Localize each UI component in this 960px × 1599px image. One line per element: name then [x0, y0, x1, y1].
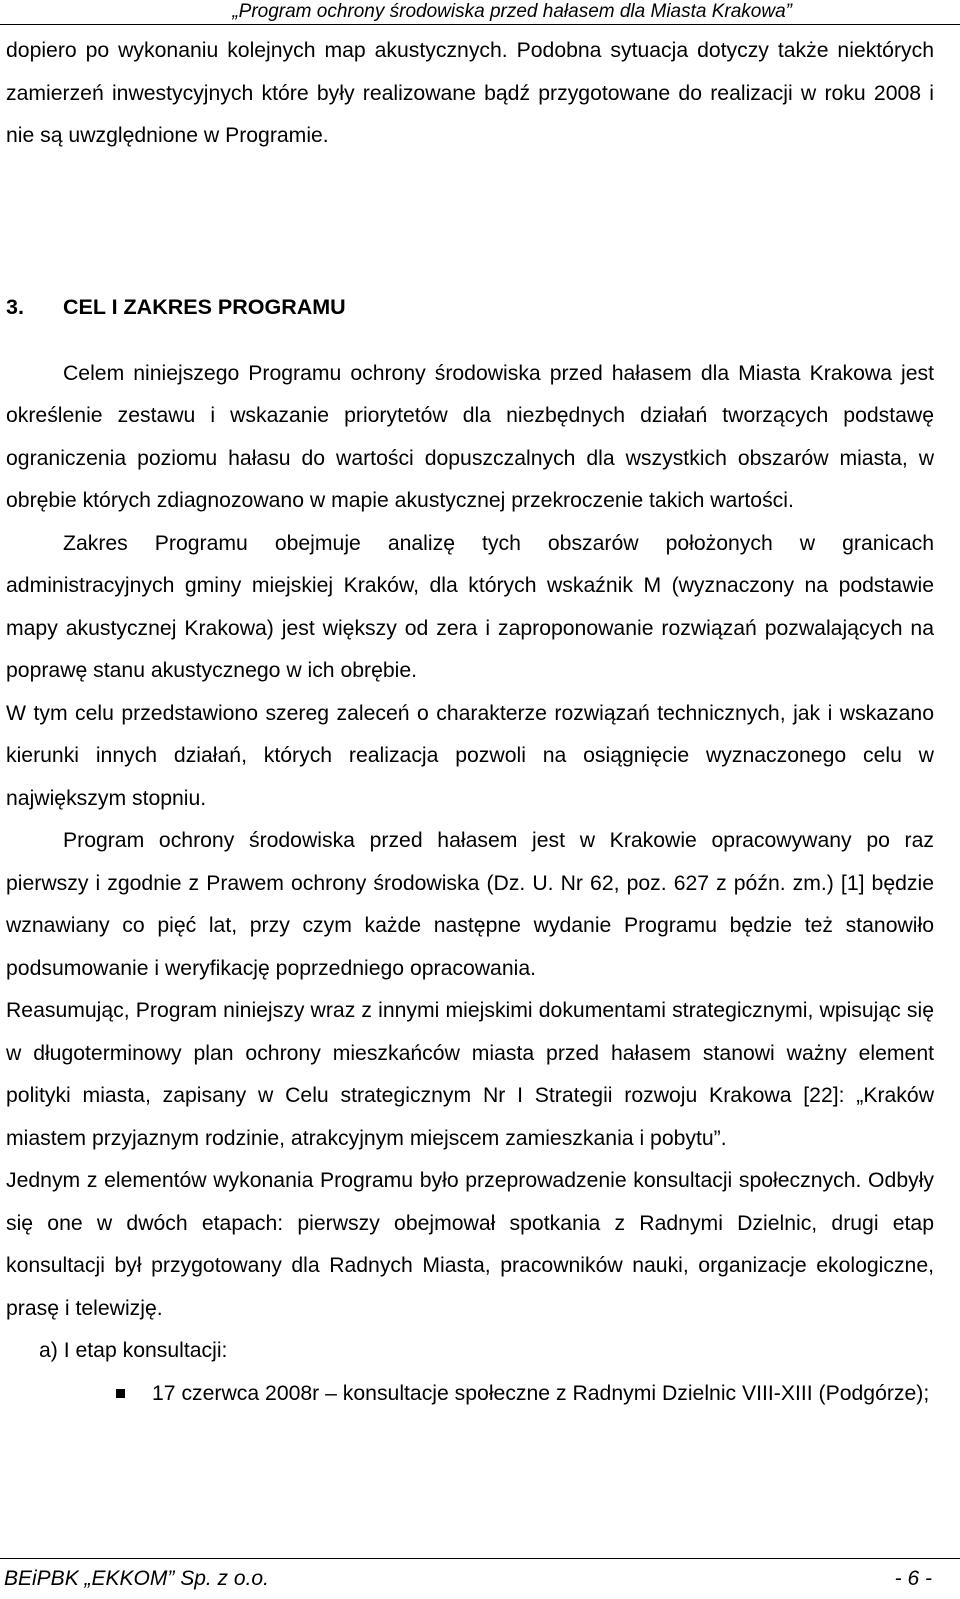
list-item-a: a) I etap konsultacji:: [39, 1339, 228, 1362]
paragraph-recommendations: W tym celu przedstawiono szereg zaleceń o charakterze rozwiązań technicznych, jak i wskazano kierunki innych działań, których realizacja pozwoli na osiągnięcie wyznaczonego celu w największym stopniu.: [6, 701, 934, 810]
page-header: [0, 0, 960, 25]
bullet-item-text: 17 czerwca 2008r – konsultacje społeczne z Radnymi Dzielnic VIII-XIII (Podgórze);: [152, 1381, 930, 1405]
section-number: 3.: [6, 294, 24, 319]
paragraph-scope: Zakres Programu obejmuje analizę tych obszarów położonych w granicach administracyjnych gminy miejskiej Kraków, dla których wskaźnik M (wyznaczony na podstawie mapy akustycznej Krakowa) jest większy od zera i zaproponowanie rozwiązań pozwalających na poprawę stanu akustycznego w ich obrębie.: [6, 531, 934, 682]
paragraph-consultations: Jednym z elementów wykonania Programu było przeprowadzenie konsultacji społecznych. Odbyły się one w dwóch etapach: pierwszy obejmował spotkania z Radnymi Dzielnic, drugi etap konsultacji był przygotowany dla Radnych Miasta, pracowników nauki, organizacje ekologiczne, prasę i telewizję.: [6, 1169, 934, 1320]
page-footer: [0, 1558, 960, 1599]
section-heading: [6, 287, 934, 327]
square-bullet-icon: [116, 1389, 125, 1398]
footer-company: BEiPBK „EKKOM” Sp. z o.o.: [4, 1567, 269, 1590]
document-body: [6, 30, 934, 1415]
paragraph-summary: Reasumując, Program niniejszy wraz z innymi miejskimi dokumentami strategicznymi, wpisując się w długoterminowy plan ochrony mieszkańców miasta przed hałasem stanowi ważny element polityki miasta, zapisany w Celu strategicznym Nr I Strategii rozwoju Krakowa [22]: „Kraków miastem przyjaznym rodzinie, atrakcyjnym miejscem zamieszkania i pobytu”.: [6, 999, 934, 1150]
section-title: CEL I ZAKRES PROGRAMU: [63, 294, 346, 319]
footer-page-number: - 6 -: [894, 1567, 932, 1590]
bullet-list-item: [6, 1373, 934, 1416]
intro-paragraph: dopiero po wykonaniu kolejnych map akustycznych. Podobna sytuacja dotyczy także niektórych zamierzeń inwestycyjnych które były realizowane bądź przygotowane do realizacji w roku 2008 i nie są uwzględnione w Programie.: [6, 39, 934, 147]
header-title: „Program ochrony środowiska przed hałasem dla Miasta Krakowa”: [232, 1, 792, 22]
paragraph-goal: Celem niniejszego Programu ochrony środowiska przed hałasem dla Miasta Krakowa jest określenie zestawu i wskazanie priorytetów dla niezbędnych działań tworzących podstawę ograniczenia poziomu hałasu do wartości dopuszczalnych dla wszystkich obszarów miasta, w obrębie których zdiagnozowano w mapie akustycznej przekroczenie takich wartości.: [6, 361, 934, 512]
paragraph-first-edition: Program ochrony środowiska przed hałasem jest w Krakowie opracowywany po raz pierwszy i zgodnie z Prawem ochrony środowiska (Dz. U. Nr 62, poz. 627 z późn. zm.) [1] będzie wznawiany co pięć lat, przy czym każde następne wydanie Programu będzie też stanowiło podsumowanie i weryfikację poprzedniego opracowania.: [6, 829, 934, 980]
